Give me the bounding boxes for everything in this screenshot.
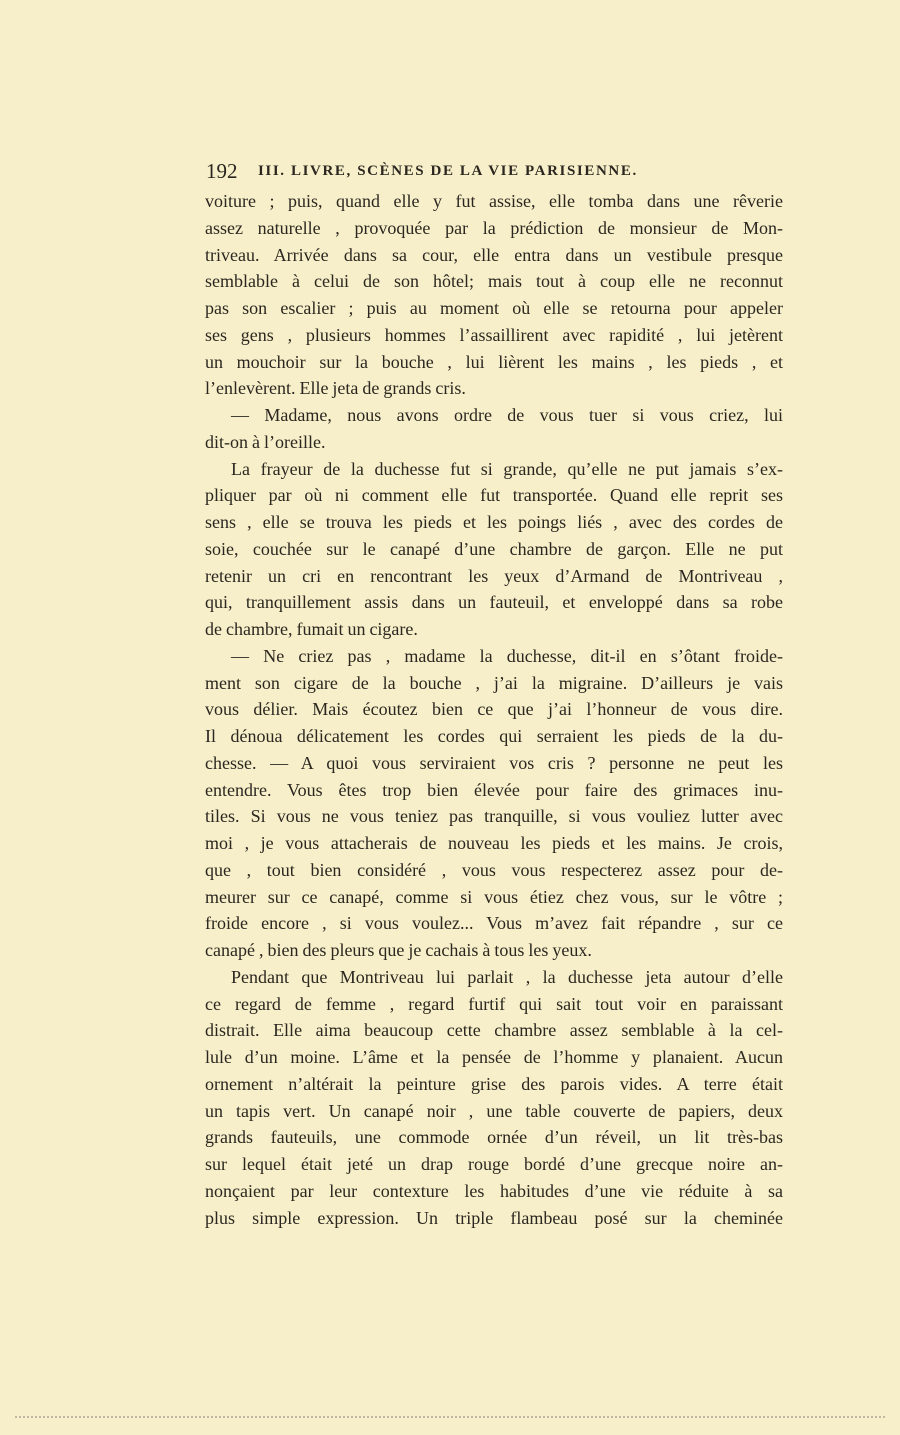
text-line: nonçaient par leur contexture les habitudes d’une vie réduite à sa	[205, 1180, 783, 1201]
text-line: Il dénoua délicatement les cordes qui serraient les pieds de la du-	[205, 726, 783, 746]
text-line: Pendant que Montriveau lui parlait , la duchesse jeta autour d’elle	[231, 966, 783, 987]
text-line: de chambre, fumait un cigare.	[205, 619, 418, 639]
text-line: assez naturelle , provoquée par la prédiction de monsieur de Mon-	[205, 217, 783, 238]
text-line: ment son cigare de la bouche , j’ai la migraine. D’ailleurs je vais	[205, 672, 783, 693]
text-line: pas son escalier ; puis au moment où elle se retourna pour appeler	[205, 298, 783, 318]
text-line: dit-on à l’oreille.	[205, 431, 326, 452]
text-line: retenir un cri en rencontrant les yeux d’Armand de Montriveau ,	[205, 565, 783, 586]
text-line: sens , elle se trouva les pieds et les poings liés , avec des cordes de	[205, 512, 783, 532]
text-line: ses gens , plusieurs hommes l’assaillirent avec rapidité , lui jetèrent	[205, 324, 783, 345]
text-line: soie, couchée sur le canapé d’une chambre de garçon. Elle ne put	[205, 538, 783, 559]
text-line: canapé , bien des pleurs que je cachais à tous les yeux.	[205, 940, 592, 960]
text-line: sur lequel était jeté un drap rouge bordé d’une grecque noire an-	[205, 1154, 783, 1174]
text-line: pliquer par où ni comment elle fut transportée. Quand elle reprit ses	[205, 485, 783, 506]
text-line: vous délier. Mais écoutez bien ce que j’ai l’honneur de vous dire.	[205, 699, 783, 720]
text-line: — Ne criez pas , madame la duchesse, dit-il en s’ôtant froide-	[231, 645, 783, 666]
text-line: entendre. Vous êtes trop bien élevée pour faire des grimaces inu-	[205, 779, 783, 800]
text-line: grands fauteuils, une commode ornée d’un réveil, un lit très-bas	[205, 1127, 783, 1148]
text-line: qui, tranquillement assis dans un fauteuil, et enveloppé dans sa robe	[205, 592, 783, 613]
text-line: lule d’un moine. L’âme et la pensée de l’homme y planaient. Aucun	[205, 1047, 783, 1067]
page-number: 192	[206, 159, 238, 183]
text-line: — Madame, nous avons ordre de vous tuer si vous criez, lui	[231, 405, 783, 425]
text-line: ce regard de femme , regard furtif qui sait tout voir en paraissant	[205, 993, 783, 1014]
text-line: La frayeur de la duchesse fut si grande, qu’elle ne put jamais s’ex-	[231, 458, 783, 479]
running-header	[206, 159, 784, 185]
text-line: tiles. Si vous ne vous teniez pas tranquille, si vous vouliez lutter avec	[205, 806, 783, 827]
text-line: distrait. Elle aima beaucoup cette chambre assez semblable à la cel-	[205, 1020, 783, 1041]
text-line: un tapis vert. Un canapé noir , une table couverte de papiers, deux	[205, 1100, 783, 1121]
text-line: chesse. — A quoi vous serviraient vos cris ? personne ne peut les	[205, 752, 783, 773]
page-body-text	[205, 188, 783, 1231]
text-line: ornement n’altérait la peinture grise des parois vides. A terre était	[205, 1073, 783, 1094]
text-line: froide encore , si vous voulez... Vous m’avez fait répandre , sur ce	[205, 913, 783, 934]
text-line: un mouchoir sur la bouche , lui lièrent les mains , les pieds , et	[205, 351, 783, 372]
text-line: moi , je vous attacherais de nouveau les pieds et les mains. Je crois,	[205, 833, 783, 853]
text-line: l’enlevèrent. Elle jeta de grands cris.	[205, 378, 466, 399]
text-line: semblable à celui de son hôtel; mais tout à coup elle ne reconnut	[205, 271, 783, 292]
scan-edge-artifact	[15, 1416, 885, 1421]
text-line: triveau. Arrivée dans sa cour, elle entra dans un vestibule presque	[205, 244, 783, 265]
text-line: plus simple expression. Un triple flambeau posé sur la cheminée	[205, 1207, 783, 1228]
text-line: meurer sur ce canapé, comme si vous étiez chez vous, sur le vôtre ;	[205, 886, 783, 907]
text-line: voiture ; puis, quand elle y fut assise, elle tomba dans une rêverie	[205, 191, 783, 211]
running-head-title: III. LIVRE, SCÈNES DE LA VIE PARISIENNE.	[258, 163, 638, 179]
text-line: que , tout bien considéré , vous vous respecterez assez pour de-	[205, 859, 783, 880]
